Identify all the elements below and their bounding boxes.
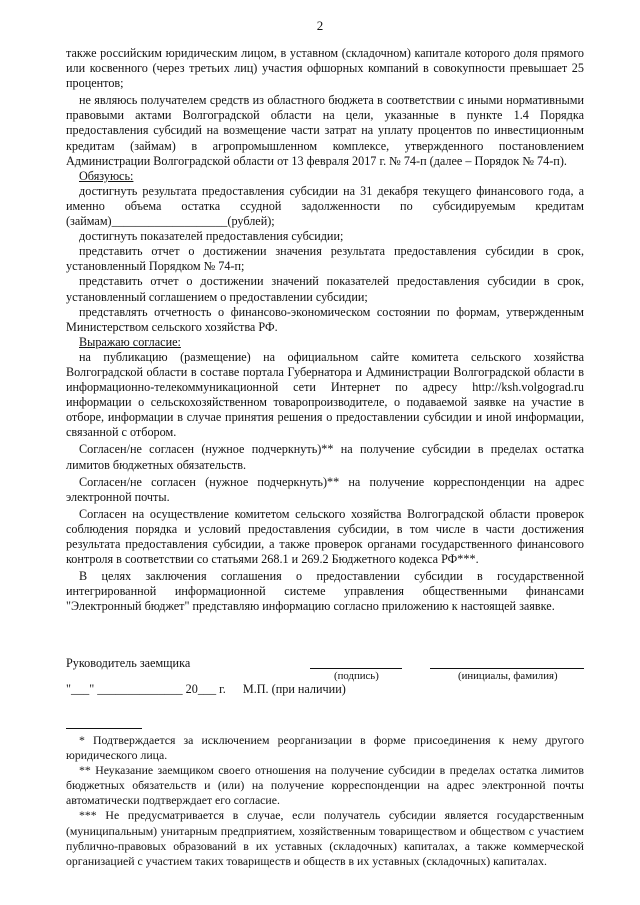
document-body (66, 46, 584, 614)
obligation-reporting: представлять отчетность о финансово-экономическом состоянии по формам, утвержденным Министерством сельского хозяйства РФ. (66, 304, 584, 334)
footnote-separator (66, 728, 142, 729)
paragraph-offshore: также российским юридическим лицом, в уставном (складочном) капитале которого доля прямого или косвенного (через третьих лиц) участия офшорных компаний в совокупности превышает 25 процентов; (66, 46, 584, 91)
footnote-3: *** Не предусматривается в случае, если получатель субсидии является государственным (муниципальным) унитарным предприятием, хозяйственным товариществом и обществом с участием публично-правовых образований в их уставных (складочных) капиталах, а также коммерческой организацией с участием таких товариществ и обществ в их уставных (складочных) капиталах. (66, 808, 584, 868)
consent-email: Согласен/не согласен (нужное подчеркнуть)** на получение корреспонденции на адрес электронной почты. (66, 474, 584, 504)
page-number: 2 (316, 18, 324, 33)
name-caption: (инициалы, фамилия) (458, 670, 558, 682)
date-stamp-line (66, 682, 346, 697)
paragraph-not-recipient: не являюсь получателем средств из областного бюджета в соответствии с иными нормативными правовыми актами Волгоградской области на цели, указанные в пункте 1.4 Порядка предоставления субсидий на возмещение части затрат на уплату процентов по инвестиционным кредитам (займам) в агропромышленном комплексе, утвержденного постановлением Администрации Волгоградской области от 13 февраля 2017 г. № 74-п (далее – Порядок № 74-п). (66, 93, 584, 168)
obligation-report-result: представить отчет о достижении значения результата предоставления субсидии в срок, установленный Порядком № 74-п; (66, 244, 584, 274)
stamp-label: М.П. (при наличии) (242, 682, 346, 696)
obligation-indicators: достигнуть показателей предоставления субсидии; (79, 229, 344, 244)
heading-obligations: Обязуюсь: (79, 168, 134, 183)
obligation-report-indicators: представить отчет о достижении значений показателей предоставления субсидии в срок, установленный соглашением о предоставлении субсидии; (66, 274, 584, 304)
heading-consent: Выражаю согласие: (79, 334, 181, 349)
paragraph-electronic-budget: В целях заключения соглашения о предоставлении субсидии в государственной интегрированной информационной системе управления общественными финансами "Электронный бюджет" представляю информацию согласно приложению к настоящей заявке. (66, 569, 584, 614)
footnotes (66, 733, 584, 869)
obligation-result: достигнуть результата предоставления субсидии на 31 декабря текущего финансового года, а именно объема остатка ссудной задолженности по субсидируемым кредитам (займам)___________________(рублей); (66, 183, 584, 229)
consent-limits: Согласен/не согласен (нужное подчеркнуть)** на получение субсидии в пределах остатка лимитов бюджетных обязательств. (66, 442, 584, 472)
date-line: "___" ______________ 20___ г. (66, 682, 226, 696)
signature-caption: (подпись) (334, 670, 379, 682)
signature-block (66, 656, 606, 704)
signatory-label: Руководитель заемщика (66, 656, 191, 670)
footnote-2: ** Неуказание заемщиком своего отношения на получение субсидии в пределах остатка лимитов бюджетных обязательств и (или) на получение корреспонденции на адрес электронной почты автоматически подтверждает его согласие. (66, 763, 584, 808)
consent-inspections: Согласен на осуществление комитетом сельского хозяйства Волгоградской области проверок соблюдения порядка и условий предоставления субсидии, в том числе в части достижения результата предоставления субсидии, а также проверок органами государственного финансового контроля в соответствии со статьями 268.1 и 269.2 Бюджетного кодекса РФ***. (66, 506, 584, 567)
consent-publication: на публикацию (размещение) на официальном сайте комитета сельского хозяйства Волгоградской области в составе портала Губернатора и Администрации Волгоградской области в информационно-телекоммуникационной сети Интернет по адресу http://ksh.volgograd.ru информации о сельскохозяйственном товаропроизводителе, о подаваемой заявке на участие в отборе, информации в случае принятия решения о предоставлении субсидии и иной информации, связанной с отбором. (66, 349, 584, 440)
footnote-1: * Подтверждается за исключением реорганизации в форме присоединения к нему другого юридического лица. (66, 733, 584, 763)
